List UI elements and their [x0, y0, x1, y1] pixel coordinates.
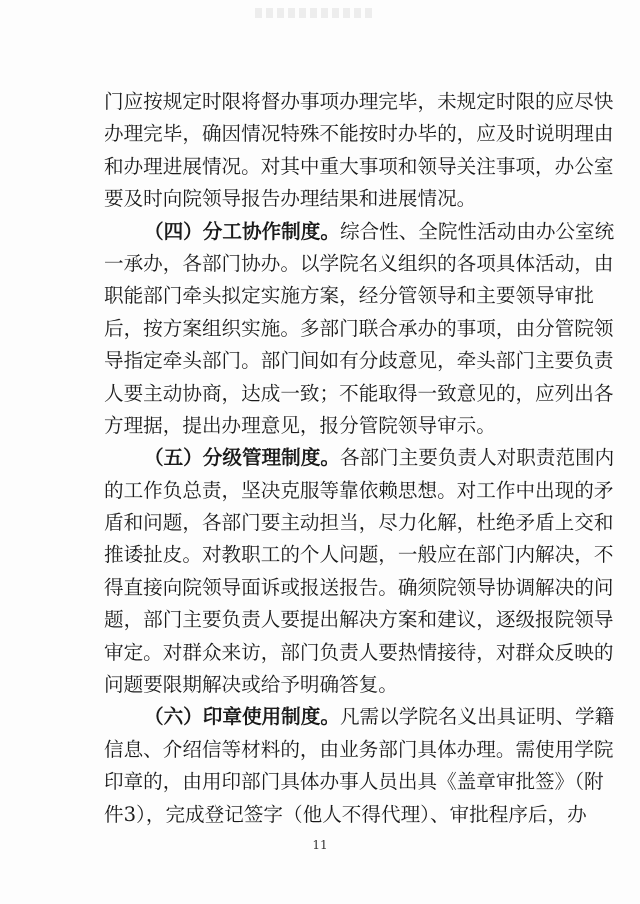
line-text: 职能部门牵头拟定实施方案，经分管领导和主要领导审批 [104, 284, 594, 308]
text-line [104, 345, 614, 377]
line-text: 综合性、全院性活动由办公室统 [339, 219, 615, 243]
line-text: 凡需以学院名义出具证明、学籍 [339, 705, 615, 729]
text-line [104, 378, 614, 410]
line-text: 一承办，各部门协办。以学院名义组织的各项具体活动，由 [104, 251, 614, 275]
line-text: 要及时向院领导报告办理结果和进展情况。 [104, 187, 477, 211]
text-line [104, 280, 594, 312]
line-text: 后，按方案组织实施。多部门联合承办的事项，由分管院领 [104, 316, 614, 340]
line-text: 办理完毕，确因情况特殊不能按时办毕的，应及时说明理由 [104, 122, 614, 146]
line-text: 审定。对群众来访，部门负责人要热情接待，对群众反映的 [104, 640, 614, 664]
document-body [104, 86, 615, 831]
text-line [104, 86, 614, 118]
text-line [104, 151, 614, 183]
text-line [104, 669, 556, 701]
line-text: 方理据，提出办理意见，报分管院领导审示。 [104, 413, 496, 437]
text-line [104, 766, 604, 798]
text-line [104, 539, 614, 571]
text-line [104, 475, 614, 507]
text-line [104, 734, 614, 766]
text-line [104, 799, 587, 831]
text-line [104, 410, 556, 442]
text-line [104, 604, 614, 636]
line-text: 题，部门主要负责人要提出解决方案和建议，逐级报院领导 [104, 608, 614, 632]
line-text: 件3），完成登记签字（他人不得代理）、审批程序后，办 [104, 802, 587, 826]
text-line [104, 442, 615, 474]
text-line [104, 216, 615, 248]
text-line [104, 118, 614, 150]
line-text: 门应按规定时限将督办事项办理完毕，未规定时限的应尽快 [104, 90, 614, 113]
text-line [104, 637, 614, 669]
line-text: 各部门主要负责人对职责范围内 [339, 446, 615, 470]
line-text: 和办理进展情况。对其中重大事项和领导关注事项，办公室 [104, 154, 614, 178]
section-heading: （五）分级管理制度。 [144, 446, 340, 470]
section-heading: （四）分工协作制度。 [144, 219, 340, 243]
faint-header-mark [255, 8, 375, 18]
line-text: 印章的，由用印部门具体办事人员出具《盖章审批签》（附 [104, 770, 604, 794]
line-text: 信息、介绍信等材料的，由业务部门具体办理。需使用学院 [104, 737, 614, 761]
line-text: 盾和问题，各部门要主动担当，尽力化解，杜绝矛盾上交和 [104, 511, 614, 535]
line-text: 推诿扯皮。对教职工的个人问题，一般应在部门内解决，不 [104, 543, 614, 567]
text-line [104, 248, 614, 280]
line-text: 导指定牵头部门。部门间如有分歧意见，牵头部门主要负责 [104, 349, 614, 373]
text-line [104, 701, 615, 733]
line-text: 问题要限期解决或给予明确答复。 [104, 673, 398, 697]
page-number: 11 [312, 838, 328, 852]
text-line [104, 183, 556, 215]
text-line [104, 572, 614, 604]
line-text: 人要主动协商，达成一致；不能取得一致意见的，应列出各 [104, 381, 614, 405]
line-text: 的工作负总责，坚决克服等靠依赖思想。对工作中出现的矛 [104, 478, 614, 502]
section-heading: （六）印章使用制度。 [144, 705, 340, 729]
line-text: 得直接向院领导面诉或报送报告。确须院领导协调解决的问 [104, 575, 614, 599]
text-line [104, 313, 614, 345]
text-line [104, 507, 614, 539]
